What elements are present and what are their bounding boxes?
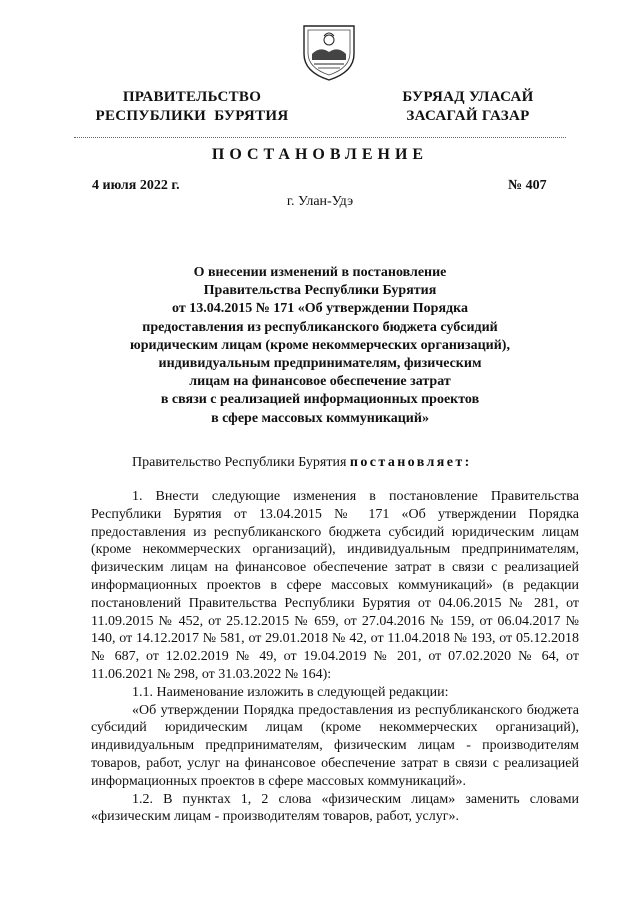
title-line: в связи с реализацией информационных проектов — [160, 392, 480, 408]
title-line: индивидуальным предпринимателям, физическим — [158, 356, 482, 372]
document-title — [100, 264, 540, 428]
header-right-line1: БУРЯАД УЛАСАЙ — [402, 89, 534, 105]
header-divider — [74, 137, 566, 138]
paragraph-quote: «Об утверждении Порядка предоставления из республиканского бюджета субсидий юридическим лицам (кроме некоммерческих организаций), индивидуальным предпринимателям, физическим лицам - производителям товаров, работ, услуг на финансовое обеспечение затрат в связи с реализацией информационных проектов в сфере массовых коммуникаций». — [91, 702, 579, 789]
government-name-buryat — [388, 88, 548, 126]
document-date: 4 июля 2022 г. — [92, 178, 180, 193]
preamble-text: Правительство Республики Бурятия — [132, 455, 350, 470]
paragraph-1-1: 1.1. Наименование изложить в следующей редакции: — [132, 684, 449, 700]
header-left-line2: РЕСПУБЛИКИ БУРЯТИЯ — [95, 108, 289, 124]
title-line: О внесении изменений в постановление — [193, 265, 447, 280]
document-number: № 407 — [508, 178, 547, 193]
title-line: юридическим лицам (кроме некоммерческих организаций), — [130, 337, 510, 353]
document-body — [91, 488, 579, 826]
paragraph-1-2: 1.2. В пунктах 1, 2 слова «физическим лицам» заменить словами «физическим лицам - производителям товаров, работ, услуг». — [91, 791, 579, 825]
government-name-russian — [92, 88, 292, 126]
preamble — [132, 455, 472, 471]
document-type: ПОСТАНОВЛЕНИЕ — [211, 146, 429, 163]
title-line: предоставления из республиканского бюджета субсидий — [142, 319, 498, 335]
coat-of-arms-emblem-icon — [300, 20, 358, 82]
title-line: лицам на финансовое обеспечение затрат — [189, 374, 451, 390]
preamble-decision: постановляет: — [349, 455, 472, 470]
title-line: в сфере массовых коммуникаций» — [211, 410, 429, 426]
document-city: г. Улан-Удэ — [286, 194, 354, 209]
header-right-line2: ЗАСАГАЙ ГАЗАР — [406, 108, 530, 124]
title-line: Правительства Республики Бурятия — [203, 283, 437, 299]
paragraph-1: 1. Внести следующие изменения в постановление Правительства Республики Бурятия от 13.04.2015 № 171 «Об утверждении Порядка предоставления из республиканского бюджета субсидий юридическим лицам (кроме некоммерческих организаций), индивидуальным предпринимателям, физическим лицам на финансовое обеспечение затрат в связи с реализацией информационных проектов в сфере массовых коммуникаций» (в редакции постановлений Правительства Республики Бурятия от 04.06.2015 № 281, от 11.09.2015 № 452, от 25.12.2015 № 659, от 27.04.2016 № 159, от 06.04.2017 № 140, от 14.12.2017 № 581, от 29.01.2018 № 42, от 11.04.2018 № 193, от 05.12.2018 № 687, от 12.02.2019 № 49, от 19.04.2019 № 201, от 07.02.2020 № 64, от 11.06.2021 № 298, от 31.03.2022 № 164): — [91, 489, 579, 682]
title-line: от 13.04.2015 № 171 «Об утверждении Порядка — [172, 301, 468, 317]
header-left-line1: ПРАВИТЕЛЬСТВО — [122, 89, 262, 105]
